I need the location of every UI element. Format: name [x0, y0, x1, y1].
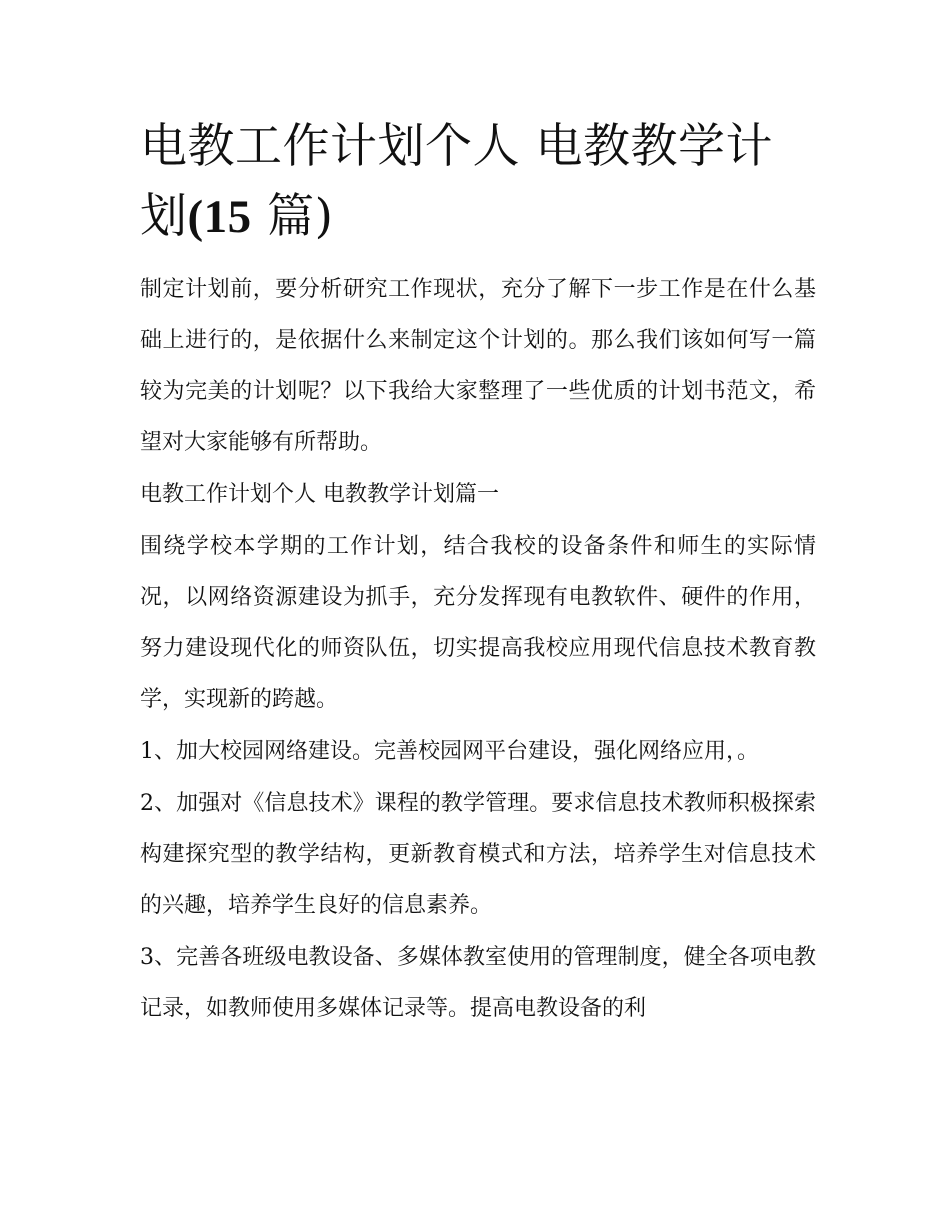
list-item-2: 2、加强对《信息技术》课程的教学管理。要求信息技术教师积极探索构建探究型的教学结构，更新教育模式和方法，培养学生对信息技术的兴趣，培养学生良好的信息素养。: [140, 791, 816, 918]
list-item-1: 1、加大校园网络建设。完善校园网平台建设，强化网络应用，。: [140, 739, 759, 764]
document-page: [140, 112, 816, 1035]
list-item-3: 3、完善各班级电教设备、多媒体教室使用的管理制度，健全各项电教记录，如教师使用多媒体记录等。提高电教设备的利: [140, 945, 816, 1021]
body-paragraph: 围绕学校本学期的工作计划，结合我校的设备条件和师生的实际情况，以网络资源建设为抓手，充分发挥现有电教软件、硬件的作用，努力建设现代化的师资队伍，切实提高我校应用现代信息技术教育教学，实现新的跨越。: [140, 534, 816, 712]
intro-paragraph: 制定计划前，要分析研究工作现状，充分了解下一步工作是在什么基础上进行的，是依据什么来制定这个计划的。那么我们该如何写一篇较为完美的计划呢？以下我给大家整理了一些优质的计划书范文，希望对大家能够有所帮助。: [140, 277, 816, 455]
title-prefix: 电教工作计划个人 电教教学计划: [140, 119, 773, 244]
section-heading: 电教工作计划个人 电教教学计划篇一: [140, 482, 499, 507]
document-title: [140, 112, 816, 252]
title-suffix: 篇): [251, 189, 334, 244]
title-number: (15: [187, 191, 252, 243]
